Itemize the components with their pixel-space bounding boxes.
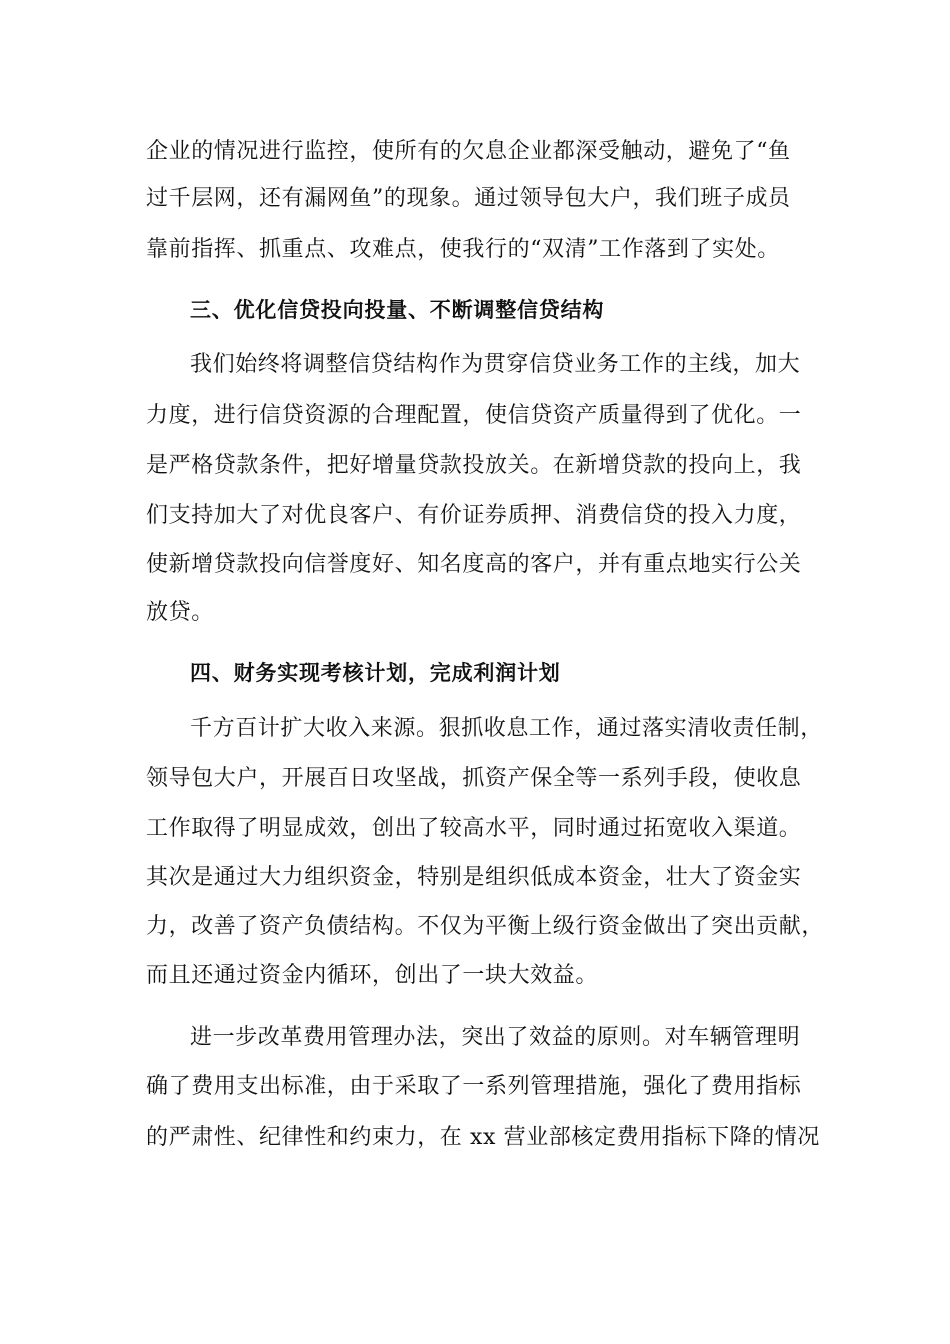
paragraph-line: 企业的情况进行监控，使所有的欠息企业都深受触动，避免了“鱼 xyxy=(146,139,791,164)
paragraph-line: 力度，进行信贷资源的合理配置，使信贷资产质量得到了优化。一 xyxy=(146,403,802,428)
paragraph-line: 而且还通过资金内循环，创出了一块大效益。 xyxy=(146,963,599,988)
paragraph-line: 的严肃性、纪律性和约束力，在 xx 营业部核定费用指标下降的情况 xyxy=(146,1125,821,1150)
paragraph-line: 千方百计扩大收入来源。狠抓收息工作，通过落实清收责任制， xyxy=(190,716,823,741)
paragraph-line: 放贷。 xyxy=(146,600,214,625)
paragraph-line: 是严格贷款条件，把好增量贷款投放关。在新增贷款的投向上，我 xyxy=(146,453,802,478)
paragraph-line: 靠前指挥、抓重点、攻难点，使我行的“双清”工作落到了实处。 xyxy=(146,237,780,262)
paragraph-line: 确了费用支出标准，由于采取了一系列管理措施，强化了费用指标 xyxy=(146,1074,802,1099)
paragraph-line: 领导包大户，开展百日攻坚战，抓资产保全等一系列手段，使收息 xyxy=(146,766,802,791)
paragraph-line: 过千层网，还有漏网鱼”的现象。通过领导包大户，我们班子成员 xyxy=(146,186,791,211)
paragraph-line: 们支持加大了对优良客户、有价证券质押、消费信贷的投入力度， xyxy=(146,503,802,528)
section-heading: 三、优化信贷投向投量、不断调整信贷结构 xyxy=(190,297,605,322)
paragraph-line: 力，改善了资产负债结构。不仅为平衡上级行资金做出了突出贡献， xyxy=(146,914,825,939)
paragraph-line: 其次是通过大力组织资金，特别是组织低成本资金，壮大了资金实 xyxy=(146,865,802,890)
paragraph-line: 进一步改革费用管理办法，突出了效益的原则。对车辆管理明 xyxy=(190,1025,801,1050)
section-heading: 四、财务实现考核计划，完成利润计划 xyxy=(190,660,561,685)
paragraph-line: 使新增贷款投向信誉度好、知名度高的客户，并有重点地实行公关 xyxy=(146,552,802,577)
paragraph-line: 我们始终将调整信贷结构作为贯穿信贷业务工作的主线，加大 xyxy=(190,352,801,377)
paragraph-line: 工作取得了明显成效，创出了较高水平，同时通过拓宽收入渠道。 xyxy=(146,816,802,841)
